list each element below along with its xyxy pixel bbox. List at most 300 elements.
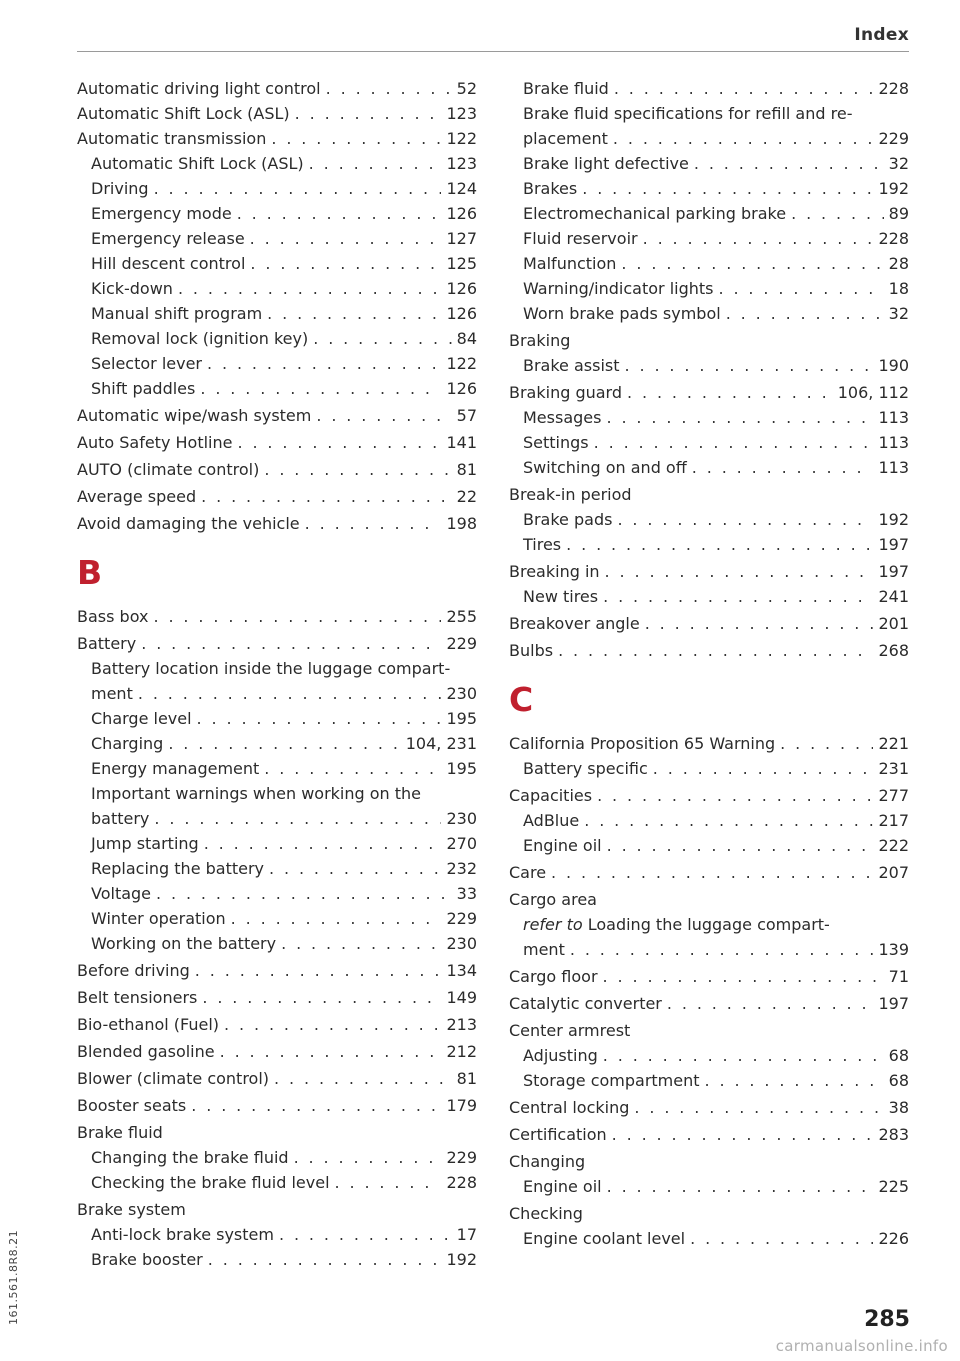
index-subentry [509, 833, 909, 858]
entry-label: Winter operation [91, 909, 226, 928]
index-subentry [509, 405, 909, 430]
entry-label: Settings [523, 433, 589, 452]
entry-page-number: 195 [446, 709, 477, 728]
index-entry [509, 328, 909, 353]
entry-label: Blended gasoline [77, 1042, 215, 1061]
entry-label: Replacing the battery [91, 859, 265, 878]
entry-label: Jump starting [91, 834, 199, 853]
dot-leader [614, 76, 874, 101]
entry-label: Important warnings when working on the [91, 784, 422, 803]
entry-label: Cargo floor [509, 967, 598, 986]
entry-label: Cargo area [509, 890, 597, 909]
index-subentry [509, 808, 909, 833]
entry-page-number: 149 [446, 988, 477, 1007]
entry-page-number: 18 [888, 279, 909, 298]
dot-leader [313, 326, 451, 351]
index-subentry [509, 1226, 909, 1251]
dot-leader [295, 101, 442, 126]
index-subentry [509, 937, 909, 962]
entry-label: Capacities [509, 786, 593, 805]
dot-leader [582, 176, 873, 201]
dot-leader [667, 991, 874, 1016]
entry-label: Battery specific [523, 759, 648, 778]
dot-leader [231, 906, 442, 931]
index-subentry [509, 1043, 909, 1068]
entry-page-number: 81 [456, 460, 477, 479]
entry-label: Engine coolant level [523, 1229, 686, 1248]
entry-page-number: 225 [878, 1177, 909, 1196]
index-subentry [77, 351, 477, 376]
index-subentry [509, 1068, 909, 1093]
entry-label: Checking [509, 1204, 583, 1223]
entry-label: Belt tensioners [77, 988, 198, 1007]
entry-label: Braking guard [509, 383, 623, 402]
index-subentry [77, 1247, 477, 1272]
entry-page-number: 113 [878, 433, 909, 452]
dot-leader [154, 806, 441, 831]
index-subentry [509, 756, 909, 781]
entry-label: Automatic wipe/wash system [77, 406, 312, 425]
entry-label: Engine oil [523, 836, 602, 855]
entry-page-number: 213 [446, 1015, 477, 1034]
entry-label: Brake assist [523, 356, 620, 375]
entry-page-number: 124 [446, 179, 477, 198]
entry-page-number: 232 [446, 859, 477, 878]
dot-leader [201, 484, 452, 509]
entry-label: Breakover angle [509, 614, 640, 633]
index-subentry [77, 706, 477, 731]
entry-page-number: 22 [456, 487, 477, 506]
entry-page-number: 113 [878, 408, 909, 427]
entry-page-number: 228 [878, 229, 909, 248]
dot-leader [335, 1170, 442, 1195]
dot-leader [690, 1226, 873, 1251]
entry-page-number: 84 [456, 329, 477, 348]
entry-label: Kick-down [91, 279, 173, 298]
index-subentry [509, 455, 909, 480]
index-subentry [77, 881, 477, 906]
entry-page-number: 283 [878, 1125, 909, 1144]
index-subentry [77, 201, 477, 226]
dot-leader [269, 856, 441, 881]
entry-label: AUTO (climate control) [77, 460, 260, 479]
entry-label: Brakes [523, 179, 578, 198]
index-subentry [509, 1174, 909, 1199]
index-entry [509, 559, 909, 584]
entry-page-number: 221 [878, 734, 909, 753]
entry-label: Automatic transmission [77, 129, 267, 148]
index-subentry [509, 176, 909, 201]
entry-page-number: 255 [446, 607, 477, 626]
dot-leader [594, 430, 874, 455]
index-entry [509, 1095, 909, 1120]
entry-page-number: 139 [878, 940, 909, 959]
entry-label: Automatic driving light control [77, 79, 321, 98]
index-entry [77, 1093, 477, 1118]
entry-page-number: 126 [446, 304, 477, 323]
entry-page-number: 198 [446, 514, 477, 533]
dot-leader [250, 226, 442, 251]
index-subentry [509, 353, 909, 378]
entry-label: Engine oil [523, 1177, 602, 1196]
dot-leader [195, 958, 442, 983]
index-subentry [77, 226, 477, 251]
entry-label: Catalytic converter [509, 994, 662, 1013]
index-entry [77, 430, 477, 455]
dot-leader [606, 405, 873, 430]
index-entry [77, 511, 477, 536]
index-subentry [77, 856, 477, 881]
dot-leader [726, 301, 884, 326]
index-subentry [77, 681, 477, 706]
entry-label: Charging [91, 734, 164, 753]
entry-page-number: 89 [888, 204, 909, 223]
entry-page-number: 141 [446, 433, 477, 452]
index-subentry [509, 126, 909, 151]
index-entry [509, 964, 909, 989]
index-column-left [77, 76, 477, 1272]
dot-leader [643, 226, 874, 251]
entry-label: Energy management [91, 759, 260, 778]
entry-label: Adjusting [523, 1046, 598, 1065]
entry-label: Center armrest [509, 1021, 631, 1040]
index-entry [509, 380, 909, 405]
entry-page-number: 212 [446, 1042, 477, 1061]
index-entry [77, 1197, 477, 1222]
entry-label: Malfunction [523, 254, 617, 273]
entry-page-number: 126 [446, 379, 477, 398]
entry-label: Removal lock (ignition key) [91, 329, 309, 348]
entry-page-number: 268 [878, 641, 909, 660]
entry-page-number: 179 [446, 1096, 477, 1115]
index-column-right [509, 76, 909, 1251]
entry-page-number: 229 [446, 909, 477, 928]
index-entry [77, 101, 477, 126]
dot-leader [224, 1012, 441, 1037]
dot-leader [309, 151, 442, 176]
entry-page-number: 71 [888, 967, 909, 986]
dot-leader [294, 1145, 442, 1170]
entry-label: Emergency mode [91, 204, 232, 223]
dot-leader [617, 507, 873, 532]
index-entry [509, 783, 909, 808]
section-letter-heading: B [77, 553, 103, 592]
index-subentry [77, 376, 477, 401]
watermark: carmanualsonline.info [775, 1337, 948, 1355]
entry-label: Fluid reservoir [523, 229, 638, 248]
entry-page-number: 17 [456, 1225, 477, 1244]
dot-leader [204, 831, 442, 856]
index-subentry [509, 584, 909, 609]
entry-label: Checking the brake fluid level [91, 1173, 330, 1192]
index-subentry [509, 226, 909, 251]
index-subentry [77, 806, 477, 831]
entry-label: Brake booster [91, 1250, 203, 1269]
entry-label: Breaking in [509, 562, 600, 581]
entry-page-number: 229 [446, 1148, 477, 1167]
dot-leader [621, 251, 883, 276]
dot-leader [558, 638, 873, 663]
index-entry [509, 1201, 909, 1226]
entry-label: Blower (climate control) [77, 1069, 270, 1088]
dot-leader [168, 731, 400, 756]
dot-leader [551, 860, 873, 885]
index-entry [509, 991, 909, 1016]
entry-page-number: 68 [888, 1046, 909, 1065]
dot-leader [178, 276, 442, 301]
entry-refer-prefix: refer to [523, 915, 583, 934]
index-subentry [77, 151, 477, 176]
entry-page-number: 104, 231 [405, 734, 477, 753]
entry-page-number: 201 [878, 614, 909, 633]
dot-leader [156, 881, 452, 906]
index-entry [77, 985, 477, 1010]
page-number: 285 [864, 1307, 910, 1332]
entry-label: Average speed [77, 487, 197, 506]
entry-page-number: 230 [446, 934, 477, 953]
index-entry [509, 638, 909, 663]
index-entry [509, 482, 909, 507]
entry-page-number: 195 [446, 759, 477, 778]
dot-leader [625, 353, 874, 378]
index-entry [509, 887, 909, 912]
entry-label: Tires [523, 535, 562, 554]
section-letter-heading: C [509, 680, 534, 719]
dot-leader [645, 611, 874, 636]
entry-label: Voltage [91, 884, 152, 903]
index-subentry [77, 326, 477, 351]
entry-label: Charge level [91, 709, 192, 728]
entry-label: Shift paddles [91, 379, 196, 398]
entry-page-number: 192 [878, 510, 909, 529]
dot-leader [305, 511, 442, 536]
entry-label: Hill descent control [91, 254, 246, 273]
index-entry [77, 631, 477, 656]
entry-page-number: 229 [446, 634, 477, 653]
entry-label: Battery [77, 634, 137, 653]
index-subentry [509, 151, 909, 176]
dot-leader [191, 1093, 441, 1118]
dot-leader [264, 756, 441, 781]
entry-label: Brake system [77, 1200, 186, 1219]
index-subentry [509, 301, 909, 326]
entry-label: Braking [509, 331, 571, 350]
index-subentry [77, 831, 477, 856]
dot-leader [605, 559, 874, 584]
entry-page-number: 228 [446, 1173, 477, 1192]
index-entry [77, 403, 477, 428]
entry-page-number: 197 [878, 562, 909, 581]
index-subentry [509, 251, 909, 276]
entry-label: Selector lever [91, 354, 202, 373]
entry-label: Avoid damaging the vehicle [77, 514, 300, 533]
index-entry [77, 1120, 477, 1145]
entry-label: AdBlue [523, 811, 580, 830]
entry-label: Automatic Shift Lock (ASL) [77, 104, 290, 123]
dot-leader [274, 1066, 452, 1091]
entry-page-number: 134 [446, 961, 477, 980]
dot-leader [603, 964, 884, 989]
entry-page-number: 190 [878, 356, 909, 375]
entry-page-number: 230 [446, 684, 477, 703]
dot-leader [653, 756, 874, 781]
index-entry [509, 1122, 909, 1147]
entry-label: Warning/indicator lights [523, 279, 714, 298]
index-entry [77, 126, 477, 151]
entry-page-number: 207 [878, 863, 909, 882]
dot-leader [138, 681, 442, 706]
entry-label: Care [509, 863, 547, 882]
entry-page-number: 38 [888, 1098, 909, 1117]
index-subentry [509, 276, 909, 301]
dot-leader [603, 584, 873, 609]
dot-leader [791, 201, 884, 226]
entry-label: ment [91, 684, 133, 703]
entry-label: Certification [509, 1125, 607, 1144]
entry-page-number: 270 [446, 834, 477, 853]
entry-page-number: 52 [456, 79, 477, 98]
entry-label: Break-in period [509, 485, 632, 504]
entry-page-number: 126 [446, 204, 477, 223]
index-entry [77, 958, 477, 983]
index-entry [509, 860, 909, 885]
entry-label: Bulbs [509, 641, 554, 660]
entry-page-number: 33 [456, 884, 477, 903]
entry-page-number: 122 [446, 354, 477, 373]
dot-leader [220, 1039, 442, 1064]
entry-page-number: 122 [446, 129, 477, 148]
dot-leader [153, 604, 441, 629]
index-subentry [77, 176, 477, 201]
entry-label: Bass box [77, 607, 149, 626]
entry-page-number: 277 [878, 786, 909, 805]
entry-label: Working on the battery [91, 934, 277, 953]
index-subentry [77, 906, 477, 931]
entry-page-number: 123 [446, 154, 477, 173]
entry-label: Storage compartment [523, 1071, 700, 1090]
dot-leader [718, 276, 883, 301]
dot-leader [281, 931, 441, 956]
index-entry [77, 76, 477, 101]
dot-leader [607, 833, 874, 858]
dot-leader [705, 1068, 884, 1093]
entry-label [523, 912, 830, 937]
entry-page-number: 222 [878, 836, 909, 855]
entry-page-number: 192 [446, 1250, 477, 1269]
dot-leader [780, 731, 873, 756]
index-entry [77, 484, 477, 509]
entry-label: Changing [509, 1152, 586, 1171]
entry-label: Changing the brake fluid [91, 1148, 289, 1167]
index-subentry [77, 276, 477, 301]
entry-label: Automatic Shift Lock (ASL) [91, 154, 304, 173]
index-subentry [509, 76, 909, 101]
dot-leader [279, 1222, 452, 1247]
dot-leader [566, 532, 873, 557]
entry-label: Brake fluid [77, 1123, 163, 1142]
entry-page-number: 123 [446, 104, 477, 123]
entry-label: Brake light defective [523, 154, 689, 173]
index-subentry [77, 756, 477, 781]
dot-leader [267, 301, 441, 326]
entry-page-number: 32 [888, 304, 909, 323]
entry-page-number: 228 [878, 79, 909, 98]
side-document-code: 161.561.8R8.21 [7, 1229, 20, 1325]
dot-leader [154, 176, 442, 201]
index-entry [509, 1018, 909, 1043]
index-subentry [509, 101, 909, 126]
index-entry [509, 611, 909, 636]
entry-label: New tires [523, 587, 599, 606]
entry-label: Auto Safety Hotline [77, 433, 233, 452]
dot-leader [692, 455, 874, 480]
dot-leader [634, 1095, 883, 1120]
entry-label: Anti-lock brake system [91, 1225, 274, 1244]
entry-page-number: 192 [878, 179, 909, 198]
dot-leader [603, 1043, 884, 1068]
dot-leader [207, 351, 441, 376]
index-subentry [509, 912, 909, 937]
index-subentry [509, 532, 909, 557]
index-subentry [77, 1145, 477, 1170]
entry-label: Emergency release [91, 229, 245, 248]
entry-label: Before driving [77, 961, 190, 980]
index-subentry [77, 301, 477, 326]
entry-page-number: 125 [446, 254, 477, 273]
dot-leader [570, 937, 874, 962]
entry-label: California Proposition 65 Warning [509, 734, 776, 753]
dot-leader [237, 201, 442, 226]
entry-page-number: 231 [878, 759, 909, 778]
index-entry [509, 1149, 909, 1174]
entry-page-number: 127 [446, 229, 477, 248]
entry-page-number: 197 [878, 994, 909, 1013]
dot-leader [326, 76, 452, 101]
index-subentry [77, 1170, 477, 1195]
entry-page-number: 230 [446, 809, 477, 828]
dot-leader [613, 126, 874, 151]
dot-leader [200, 376, 441, 401]
dot-leader [612, 1122, 874, 1147]
dot-leader [250, 251, 441, 276]
entry-label: ment [523, 940, 565, 959]
entry-page-number: 57 [456, 406, 477, 425]
index-subentry [509, 507, 909, 532]
dot-leader [208, 1247, 442, 1272]
dot-leader [584, 808, 873, 833]
entry-page-number: 217 [878, 811, 909, 830]
entry-page-number: 126 [446, 279, 477, 298]
dot-leader [597, 783, 873, 808]
index-subentry [509, 201, 909, 226]
entry-label: Manual shift program [91, 304, 263, 323]
index-entry [77, 1066, 477, 1091]
entry-page-number: 241 [878, 587, 909, 606]
header-rule [77, 51, 909, 52]
index-subentry [77, 656, 477, 681]
index-subentry [77, 931, 477, 956]
entry-label: Battery location inside the luggage compart- [91, 659, 451, 678]
entry-label: Driving [91, 179, 149, 198]
dot-leader [202, 985, 441, 1010]
entry-page-number: 81 [456, 1069, 477, 1088]
entry-label: Bio-ethanol (Fuel) [77, 1015, 220, 1034]
entry-page-number: 106, 112 [837, 383, 909, 402]
index-subentry [77, 781, 477, 806]
entry-page-number: 226 [878, 1229, 909, 1248]
index-entry [77, 1039, 477, 1064]
entry-label: Worn brake pads symbol [523, 304, 721, 323]
